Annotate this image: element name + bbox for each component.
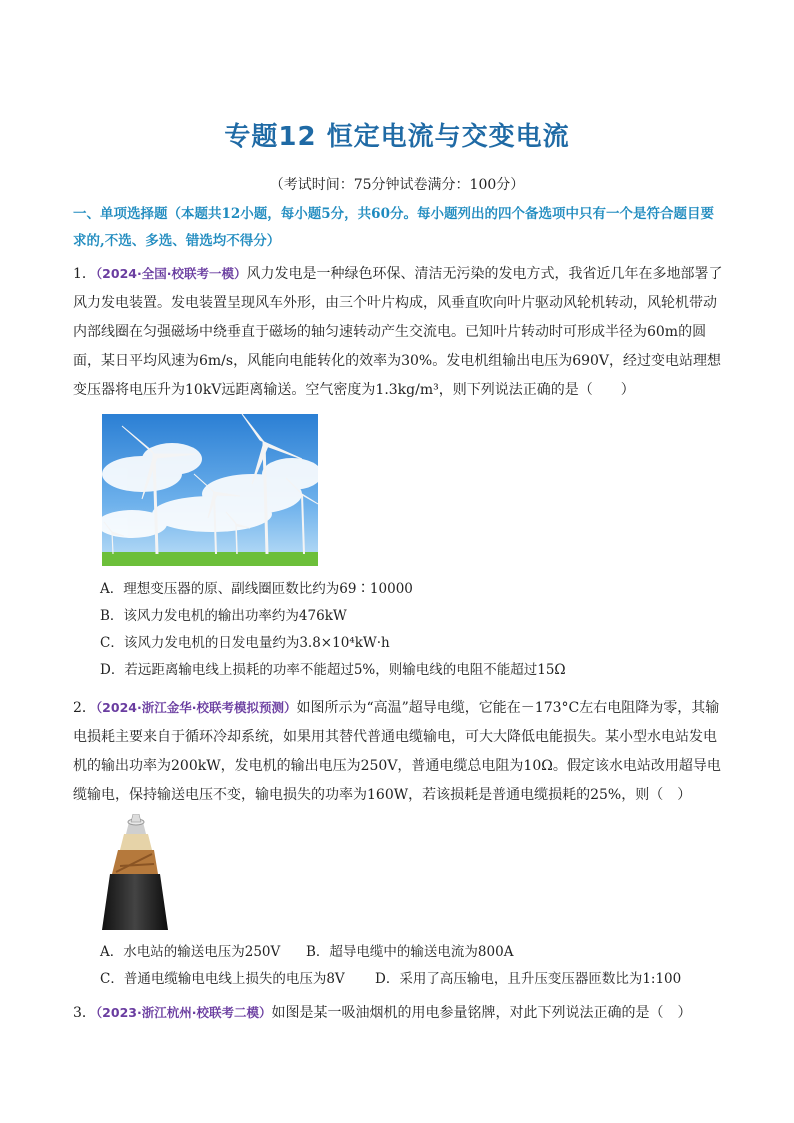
option-d: D．采用了高压输电，且升压变压器匝数比为1:100 [375, 971, 682, 987]
option-a: A．水电站的输送电压为250V [100, 944, 281, 960]
option-b: B．超导电缆中的输送电流为800A [306, 944, 514, 960]
question-source: （2023·浙江杭州·校联考二模） [95, 1005, 272, 1020]
exam-info: （考试时间：75分钟试卷满分：100分） [269, 177, 525, 193]
option-a: A．理想变压器的原、副线圈匝数比约为69∶10000 [100, 581, 413, 597]
question-3 [73, 998, 723, 1028]
question-text: 如图所示为“高温”超导电缆，它能在－173°C左右电阻降为零，其输电损耗主要来自于循环冷却系统，如果用其替代普通电缆输电，可大大降低电能损失。某小型水电站发电机的输出功率为200kW，发电机的输出电压为250V，普通电缆总电阻为10Ω。假定该水电站改用超导电缆输电，保持输送电压不变，输电损失的功率为160W，若该损耗是普通电缆损耗的25%，则（ ） [73, 700, 721, 803]
question-source: （2024·浙江金华·校联考模拟预测） [95, 700, 297, 715]
question-2 [73, 693, 723, 810]
wind-turbine-photo [102, 414, 318, 566]
question-number: 3． [73, 1005, 96, 1021]
question-number: 1． [73, 266, 96, 282]
section-heading: 一、单项选择题（本题共12小题，每小题5分，共60分。每小题列出的四个备选项中只有一个是符合题目要求的,不选、多选、错选均不得分） [73, 206, 714, 249]
option-c: C．该风力发电机的日发电量约为3.8×10⁴kW·h [100, 635, 390, 651]
question-text: 风力发电是一种绿色环保、清洁无污染的发电方式，我省近几年在多地部署了风力发电装置。发电装置呈现风车外形，由三个叶片构成，风垂直吹向叶片驱动风轮机转动，风轮机带动内部线圈在匀强磁场中绕垂直于磁场的轴匀速转动产生交流电。已知叶片转动时可形成半径为60m的圆面，某日平均风速为6m/s，风能向电能转化的效率为30%。发电机组输出电压为690V，经过变电站理想变压器将电压升为10kV远距离输送。空气密度为1.3kg/m³，则下列说法正确的是（ ） [73, 266, 723, 398]
question-text: 如图是某一吸油烟机的用电参量铭牌，对此下列说法正确的是（ ） [271, 1005, 692, 1021]
question-number: 2． [73, 700, 96, 716]
page-title: 专题12 恒定电流与交变电流 [224, 122, 570, 152]
question-source: （2024·全国·校联考一模） [95, 266, 247, 281]
option-d: D．若远距离输电线上损耗的功率不能超过5%，则输电线的电阻不能超过15Ω [100, 662, 566, 678]
option-b: B．该风力发电机的输出功率约为476kW [100, 608, 347, 624]
superconducting-cable-photo [102, 814, 168, 930]
question-1 [73, 259, 723, 405]
option-c: C．普通电缆输电电线上损失的电压为8V [100, 971, 345, 987]
